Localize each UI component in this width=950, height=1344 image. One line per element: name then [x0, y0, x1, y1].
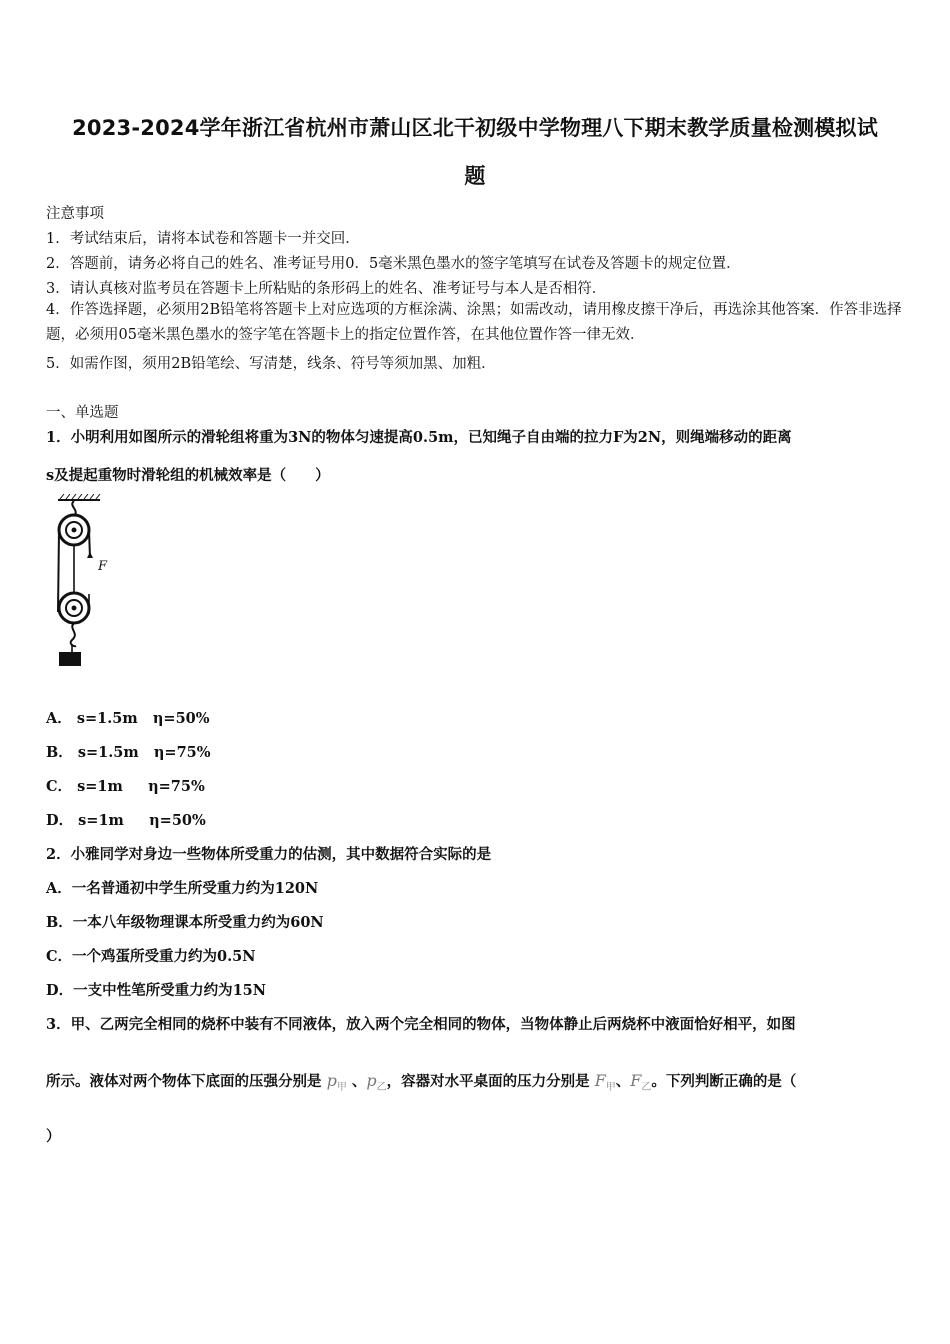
lower-hook — [71, 623, 76, 646]
q1-stem-line1: 1．小明利用如图所示的滑轮组将重为3N的物体匀速提高0.5m，已知绳子自由端的拉力F为2N，则绳端移动的距离 — [46, 429, 792, 446]
q1-option-b[interactable] — [46, 741, 211, 762]
q3-stem-line3: ） — [46, 1128, 61, 1145]
q1-option-d-s: s=1m — [78, 812, 124, 829]
f-yi-sub: 乙 — [641, 1082, 652, 1094]
f-jia-letter: F — [594, 1071, 606, 1090]
fixed-pulley-axle — [72, 528, 77, 533]
p-yi-letter: p — [366, 1071, 377, 1090]
q1-option-a[interactable] — [46, 707, 210, 728]
doc-title-line2: 题 — [464, 164, 486, 188]
q3-text-b: ，容器对水平桌面的压力分别是 — [386, 1073, 590, 1090]
notice-item-4: 4．作答选择题，必须用2B铅笔将答题卡上对应选项的方框涂满、涂黑；如需改动，请用橡皮擦干净后，再选涂其他答案．作答非选择题，必须用05毫米黑色墨水的签字笔在答题卡上的指定位置作答，在其他位置作答一律无效． — [46, 302, 902, 343]
q1-option-c[interactable] — [46, 775, 205, 796]
q1-option-a-s: s=1.5m — [76, 710, 138, 727]
section-heading: 一、单选题 — [46, 405, 119, 421]
force-arrow — [87, 552, 93, 558]
q1-option-d-eta: η=50% — [149, 812, 206, 829]
doc-title-line1: 2023-2024学年浙江省杭州市萧山区北干初级中学物理八下期末教学质量检测模拟试 — [72, 116, 878, 140]
f-yi-letter: F — [630, 1071, 642, 1090]
q1-option-a-eta: η=50% — [152, 710, 210, 727]
q2-stem: 2．小雅同学对身边一些物体所受重力的估测，其中数据符合实际的是 — [46, 846, 492, 863]
p-yi-sub: 乙 — [376, 1082, 387, 1094]
notice-item-1: 1．考试结束后，请将本试卷和答题卡一并交回． — [46, 231, 360, 247]
weight-block — [59, 652, 81, 666]
q2-option-d[interactable]: D．一支中性笔所受重力约为15N — [46, 982, 267, 999]
ceiling-hatch — [60, 494, 100, 499]
q3-stem-line2 — [46, 1070, 796, 1093]
q1-option-a-letter: A． — [46, 710, 72, 727]
q1-option-c-eta: η=75% — [148, 778, 205, 795]
q1-stem-line2: s及提起重物时滑轮组的机械效率是（ ） — [46, 467, 330, 484]
q2-option-a[interactable]: A．一名普通初中学生所受重力约为120N — [46, 880, 319, 897]
q1-option-b-s: s=1.5m — [77, 744, 139, 761]
f-jia-symbol — [594, 1071, 616, 1094]
q2-option-b[interactable]: B．一本八年级物理课本所受重力约为60N — [46, 914, 324, 931]
notice-item-5: 5．如需作图，须用2B铅笔绘、写清楚，线条、符号等须加黑、加粗． — [46, 356, 496, 372]
q1-option-b-eta: η=75% — [153, 744, 211, 761]
pulley-diagram — [44, 494, 124, 670]
p-jia-letter: p — [326, 1071, 337, 1090]
q1-option-d[interactable] — [46, 809, 206, 830]
q3-stem-line1: 3．甲、乙两完全相同的烧杯中装有不同液体，放入两个完全相同的物体，当物体静止后两烧杯中液面恰好相平，如图 — [46, 1016, 796, 1033]
force-label: F — [98, 559, 108, 574]
q1-option-c-letter: C． — [46, 778, 73, 795]
q1-option-d-letter: D． — [46, 812, 74, 829]
p-jia-sub: 甲 — [336, 1082, 347, 1094]
q3-text-c: 。下列判断正确的是（ — [651, 1073, 797, 1090]
q2-option-c[interactable]: C．一个鸡蛋所受重力约为0.5N — [46, 948, 256, 965]
notice-item-3: 3．请认真核对监考员在答题卡上所粘贴的条形码上的姓名、准考证号与本人是否相符． — [46, 281, 607, 297]
notice-heading: 注意事项 — [46, 206, 104, 222]
notice-item-2: 2．答题前，请务必将自己的姓名、准考证号用0．5毫米黑色墨水的签字笔填写在试卷及答题卡的规定位置． — [46, 256, 741, 272]
q1-option-c-s: s=1m — [77, 778, 123, 795]
f-yi-symbol — [630, 1071, 652, 1094]
q3-sep2: 、 — [615, 1073, 631, 1090]
p-yi-symbol — [366, 1071, 387, 1094]
q3-sep1: 、 — [351, 1073, 367, 1090]
rope-left — [58, 530, 59, 612]
q1-option-b-letter: B． — [46, 744, 73, 761]
pulley-diagram-svg — [44, 494, 124, 670]
movable-pulley-axle — [72, 606, 77, 611]
f-jia-sub: 甲 — [605, 1082, 616, 1094]
q3-text-a: 所示。液体对两个物体下底面的压强分别是 — [46, 1073, 322, 1090]
p-jia-symbol — [326, 1071, 347, 1094]
